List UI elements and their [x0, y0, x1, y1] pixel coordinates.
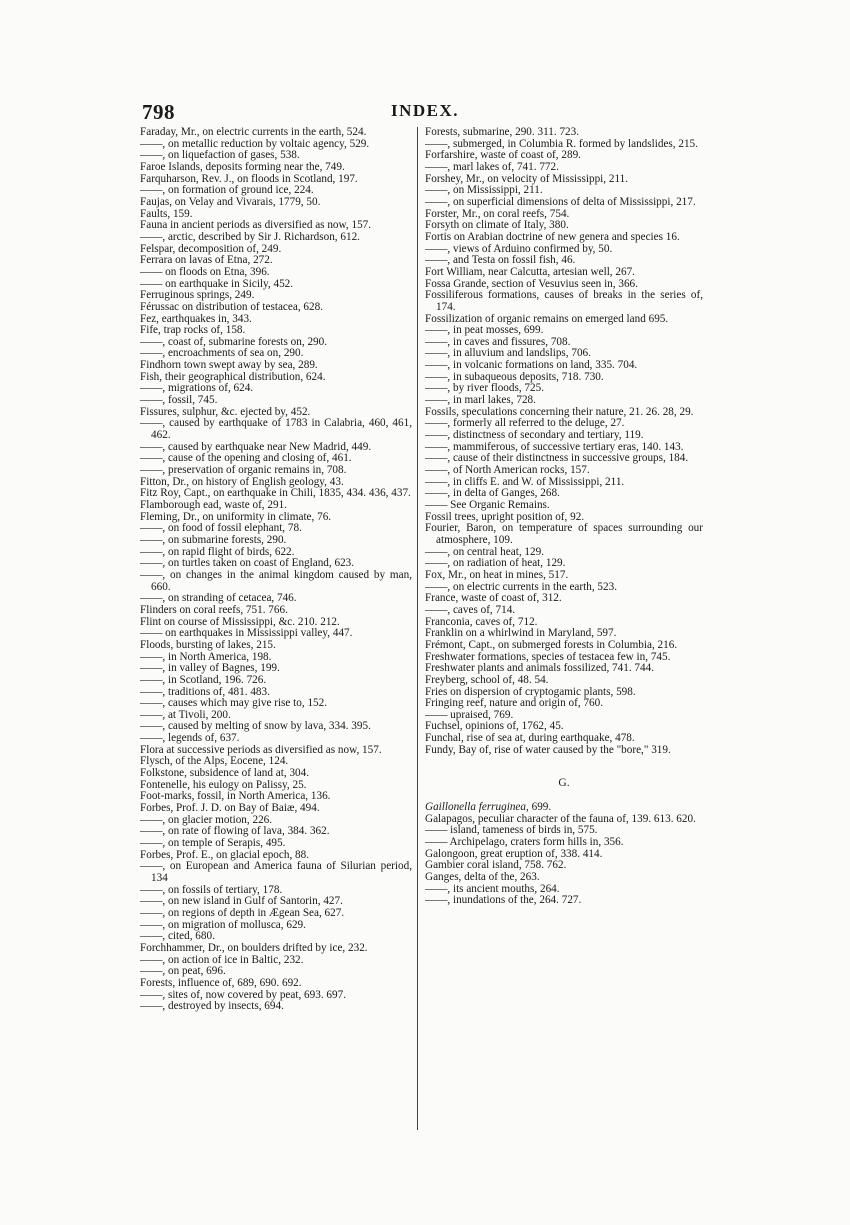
index-entry: Foot-marks, fossil, in North America, 136. [140, 790, 331, 803]
index-entry: Férussac on distribution of testacea, 628. [140, 300, 323, 313]
index-column-left [140, 127, 412, 1013]
index-entry: ——, and Testa on fossil fish, 46. [425, 254, 576, 267]
index-entry: ——, in delta of Ganges, 268. [425, 487, 560, 500]
index-entry: Fossil trees, upright position of, 92. [425, 510, 585, 523]
index-entry: Flora at successive periods as diversified as now, 157. [140, 743, 382, 756]
index-entry: ——, on superficial dimensions of delta of Mississippi, 217. [425, 195, 696, 208]
index-entry: Forchhammer, Dr., on boulders drifted by ice, 232. [140, 941, 368, 954]
index-entry: ——, mammiferous, of successive tertiary eras, 140. 143. [425, 440, 684, 453]
index-entry: ——, caused by earthquake of 1783 in Calabria, 460, 461, 462. [140, 417, 412, 442]
index-entry: ——, caused by earthquake near New Madrid, 449. [140, 440, 372, 453]
index-entry: ——, in subaqueous deposits, 718. 730. [425, 370, 604, 383]
index-entry: ——, in marl lakes, 728. [425, 394, 536, 407]
index-entry: Flysch, of the Alps, Eocene, 124. [140, 755, 289, 768]
index-entry: Fish, their geographical distribution, 624. [140, 370, 326, 383]
index-entry: ——, on fossils of tertiary, 178. [140, 883, 283, 896]
page-number: 798 [142, 100, 175, 124]
index-entry: Faults, 159. [140, 207, 193, 220]
section-gap [425, 756, 703, 768]
index-entry: Fringing reef, nature and origin of, 760. [425, 697, 604, 710]
index-entry: ——, on regions of depth in Ægean Sea, 627. [140, 906, 345, 919]
index-entry: ——, on Mississippi, 211. [425, 184, 543, 197]
index-entry: ——, on electric currents in the earth, 523. [425, 580, 617, 593]
index-entry: Freshwater plants and animals fossilized, 741. 744. [425, 662, 654, 675]
index-entry: ——, on action of ice in Baltic, 232. [140, 953, 304, 966]
index-entry: ——, on peat, 696. [140, 965, 226, 978]
index-entry: ——, cause of the opening and closing of, 461. [140, 452, 352, 465]
index-entry: Forshey, Mr., on velocity of Mississippi, 211. [425, 172, 629, 185]
index-entry: Frémont, Capt., on submerged forests in Columbia, 216. [425, 638, 678, 651]
column-divider [417, 127, 418, 1130]
index-entry: Gambier coral island, 758. 762. [425, 859, 567, 872]
index-entry: Felspar, decomposition of, 249. [140, 242, 282, 255]
index-entry: Ganges, delta of the, 263. [425, 871, 540, 884]
index-entry: ——, on food of fossil elephant, 78. [140, 522, 302, 535]
index-entry: ——, cited, 680. [140, 930, 215, 943]
index-entry: Forests, submarine, 290. 311. 723. [425, 126, 580, 138]
index-entry: ——, in peat mosses, 699. [425, 324, 544, 337]
index-entry: ——, at Tivoli, 200. [140, 708, 231, 721]
index-entry: ——, by river floods, 725. [425, 382, 545, 395]
index-entries-f [425, 127, 703, 756]
index-entry: ——, of North American rocks, 157. [425, 464, 590, 477]
index-entry: ——, caves of, 714. [425, 603, 516, 616]
index-entry: —— upraised, 769. [425, 708, 514, 721]
index-entry: Freyberg, school of, 48. 54. [425, 673, 549, 686]
index-entry: Galongoon, great eruption of, 338. 414. [425, 847, 603, 860]
index-entry: —— on earthquakes in Mississippi valley, 447. [140, 627, 353, 640]
index-entry: ——, on rapid flight of birds, 622. [140, 545, 295, 558]
index-entry: Funchal, rise of sea at, during earthquake, 478. [425, 732, 635, 745]
index-entry: Fleming, Dr., on uniformity in climate, 76. [140, 510, 332, 523]
index-entry: Fortis on Arabian doctrine of new genera and species 16. [425, 230, 680, 243]
index-entry: ——, in North America, 198. [140, 650, 272, 663]
index-entry: ——, on stranding of cetacea, 746. [140, 592, 297, 605]
index-entry: Findhorn town swept away by sea, 289. [140, 359, 318, 372]
index-entry: ——, on glacier motion, 226. [140, 813, 273, 826]
index-entry: ——, marl lakes of, 741. 772. [425, 160, 559, 173]
index-entry: Forster, Mr., on coral reefs, 754. [425, 207, 570, 220]
index-entry: Fourier, Baron, on temperature of spaces surrounding our atmosphere, 109. [425, 522, 703, 546]
section-heading-g: G. [558, 777, 570, 790]
index-entry: ——, views of Arduino confirmed by, 50. [425, 242, 613, 255]
index-entry: ——, on changes in the animal kingdom caused by man, 660. [140, 568, 412, 593]
index-entry: Fort William, near Calcutta, artesian well, 267. [425, 265, 635, 278]
index-entry: —— See Organic Remains. [425, 499, 550, 511]
index-entry: Faraday, Mr., on electric currents in the earth, 524. [140, 126, 367, 138]
index-entry: Gaillonella ferruginea, 699. [425, 801, 552, 814]
index-entry: Flinders on coral reefs, 751. 766. [140, 603, 288, 616]
index-entry: Franklin on a whirlwind in Maryland, 597. [425, 627, 617, 640]
index-entry: ——, on central heat, 129. [425, 545, 544, 558]
index-entry: Faroe Islands, deposits forming near the, 749. [140, 160, 345, 173]
index-entry: —— on floods on Etna, 396. [140, 265, 270, 278]
index-entry: ——, on European and America fauna of Silurian period, 134 [140, 860, 412, 884]
index-entry: Fissures, sulphur, &c. ejected by, 452. [140, 405, 311, 418]
index-entry: ——, in alluvium and landslips, 706. [425, 347, 591, 360]
index-entry: ——, on temple of Serapis, 495. [140, 837, 286, 850]
index-entry: ——, legends of, 637. [140, 732, 240, 745]
index-entry: Forests, influence of, 689, 690. 692. [140, 976, 302, 989]
index-entry: Fuchsel, opinions of, 1762, 45. [425, 720, 564, 733]
index-entry: ——, in cliffs E. and W. of Mississippi, 211. [425, 475, 625, 488]
index-entry: Ferruginous springs, 249. [140, 289, 255, 302]
index-entry: ——, on rate of flowing of lava, 384. 362. [140, 825, 330, 838]
index-entry: —— island, tameness of birds in, 575. [425, 824, 598, 837]
index-entry: ——, causes which may give rise to, 152. [140, 697, 328, 710]
index-entry: ——, caused by melting of snow by lava, 334. 395. [140, 720, 371, 733]
index-entry: France, waste of coast of, 312. [425, 592, 562, 605]
index-entry: ——, in Scotland, 196. 726. [140, 673, 267, 686]
index-entry: Fife, trap rocks of, 158. [140, 324, 246, 337]
index-entry: Fossils, speculations concerning their nature, 21. 26. 28, 29. [425, 405, 694, 418]
index-entry: Farquharson, Rev. J., on floods in Scotland, 197. [140, 172, 358, 185]
index-entry: Fossiliferous formations, causes of breaks in the series of, 174. [425, 289, 703, 313]
index-entry: ——, destroyed by insects, 694. [140, 1000, 284, 1013]
index-entry: ——, on new island in Gulf of Santorin, 427. [140, 895, 343, 908]
index-entry: Fontenelle, his eulogy on Palissy, 25. [140, 778, 307, 791]
page-title: INDEX. [390, 101, 460, 120]
index-entry: Fossilization of organic remains on emerged land 695. [425, 312, 669, 325]
index-entry: Fossa Grande, section of Vesuvius seen in, 366. [425, 277, 638, 290]
index-entry: Flamborough ead, waste of, 291. [140, 499, 287, 511]
index-entry: ——, on turtles taken on coast of England, 623. [140, 557, 355, 570]
index-entry: Galapagos, peculiar character of the fauna of, 139. 613. 620. [425, 812, 696, 825]
index-entry: ——, arctic, described by Sir J. Richardson, 612. [140, 230, 360, 243]
index-entry: Ferrara on lavas of Etna, 272. [140, 254, 273, 267]
index-entry: Fauna in ancient periods as diversified as now, 157. [140, 219, 372, 232]
index-entry: Floods, bursting of lakes, 215. [140, 638, 276, 651]
index-entry: ——, in caves and fissures, 708. [425, 335, 571, 348]
index-entry: ——, submerged, in Columbia R. formed by landslides, 215. [425, 137, 698, 150]
index-entry: ——, distinctness of secondary and tertiary, 119. [425, 429, 644, 442]
index-entry: Fez, earthquakes in, 343. [140, 312, 252, 325]
index-entry: ——, inundations of the, 264. 727. [425, 894, 582, 907]
index-entry: ——, in volcanic formations on land, 335. 704. [425, 359, 638, 372]
index-entry: Fitton, Dr., on history of English geology, 43. [140, 475, 344, 488]
index-entry: ——, on metallic reduction by voltaic agency, 529. [140, 137, 370, 150]
index-entry: Flint on course of Mississippi, &c. 210. 212. [140, 615, 340, 628]
index-entry: ——, on liquefaction of gases, 538. [140, 149, 300, 162]
index-entry: Fries on dispersion of cryptogamic plants, 598. [425, 685, 636, 698]
index-entry: ——, its ancient mouths, 264. [425, 882, 560, 895]
index-entry: —— Archipelago, craters form hills in, 356. [425, 836, 624, 849]
index-entry: Fitz Roy, Capt., on earthquake in Chili, 1835, 434. 436, 437. [140, 487, 411, 500]
index-entry: Freshwater formations, species of testacea few in, 745. [425, 650, 671, 663]
index-entry: Fox, Mr., on heat in mines, 517. [425, 568, 569, 581]
index-entry: —— on earthquake in Sicily, 452. [140, 277, 294, 290]
index-entry: ——, encroachments of sea on, 290. [140, 347, 304, 360]
index-entry: ——, traditions of, 481. 483. [140, 685, 270, 698]
index-entry: Folkstone, subsidence of land at, 304. [140, 767, 310, 780]
index-entry: ——, on formation of ground ice, 224. [140, 184, 314, 197]
index-entry: Fundy, Bay of, rise of water caused by the "bore," 319. [425, 743, 671, 756]
index-entry: ——, on migration of mollusca, 629. [140, 918, 306, 931]
index-entry: ——, sites of, now covered by peat, 693. 697. [140, 988, 346, 1001]
index-entry: Forbes, Prof. J. D. on Bay of Baiæ, 494. [140, 802, 320, 815]
taxon-name: Gaillonella ferruginea [425, 801, 526, 814]
index-entry: Faujas, on Velay and Vivarais, 1779, 50. [140, 195, 321, 208]
index-entries-g [425, 802, 703, 907]
index-entry: ——, in valley of Bagnes, 199. [140, 662, 280, 675]
index-entry: ——, cause of their distinctness in successive groups, 184. [425, 452, 689, 465]
index-entry: ——, coast of, submarine forests on, 290. [140, 335, 328, 348]
index-entry: ——, preservation of organic remains in, 708. [140, 464, 347, 477]
index-entry: ——, on radiation of heat, 129. [425, 557, 566, 570]
index-entry: Forbes, Prof. E., on glacial epoch, 88. [140, 848, 310, 861]
index-column-right [425, 127, 703, 907]
index-entry: ——, migrations of, 624. [140, 382, 254, 395]
index-entry: Forfarshire, waste of coast of, 289. [425, 149, 581, 162]
index-entry: Forsyth on climate of Italy, 380. [425, 219, 569, 232]
index-entry: ——, fossil, 745. [140, 394, 218, 407]
index-entry: Franconia, caves of, 712. [425, 615, 538, 628]
index-entry: ——, formerly all referred to the deluge, 27. [425, 417, 625, 430]
index-entry: ——, on submarine forests, 290. [140, 533, 287, 546]
